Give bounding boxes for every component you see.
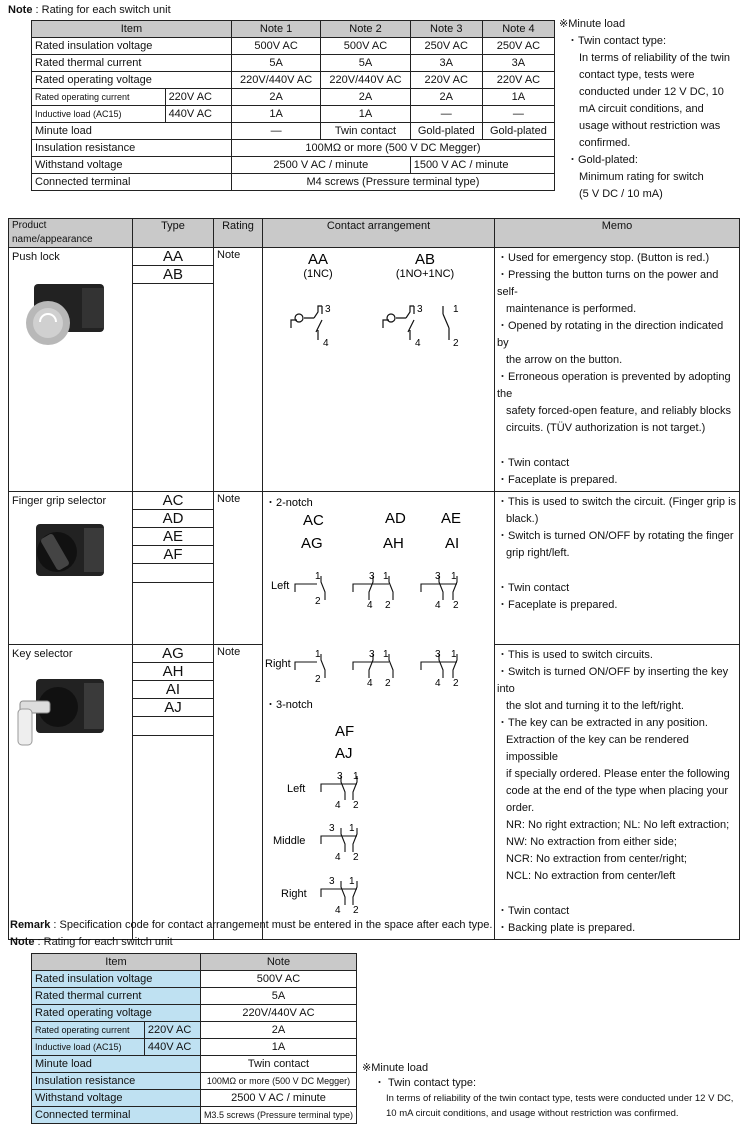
product-name: Push lock: [12, 251, 60, 263]
table-row: [32, 140, 555, 157]
memo-line: code at the end of the type when placing your: [506, 785, 728, 797]
col-rating: Rating: [214, 219, 263, 248]
note-line: confirmed.: [579, 137, 631, 149]
cell: M4 screws (Pressure terminal type): [231, 174, 554, 191]
position-right-label: Right: [265, 658, 291, 670]
svg-text:2: 2: [315, 596, 321, 607]
cell: 220V/440V AC: [321, 72, 410, 89]
svg-text:4: 4: [335, 905, 341, 916]
cell: M3.5 screws (Pressure terminal type): [200, 1107, 356, 1124]
col-type: Type: [133, 219, 214, 248]
memo-line: NCL: No extraction from center/left: [506, 870, 676, 882]
svg-text:2: 2: [453, 600, 459, 611]
product-cell: [9, 492, 133, 645]
svg-text:3: 3: [417, 304, 423, 315]
type-label: AE: [441, 510, 462, 527]
rating-table: [31, 20, 555, 191]
table-row: [32, 1005, 357, 1022]
svg-text:4: 4: [415, 338, 421, 349]
table-row: [32, 38, 555, 55]
cell: 5A: [321, 55, 410, 72]
note-heading: Note : Rating for each switch unit: [10, 936, 173, 948]
type-code: AE: [133, 528, 213, 546]
memo-line: ・Switch is turned ON/OFF by rotating the finger: [497, 530, 734, 542]
col-note: Note: [200, 954, 356, 971]
svg-text:3: 3: [337, 771, 343, 782]
memo-line: ・This is used to switch circuits.: [497, 649, 653, 661]
position-right-label: Right: [281, 888, 307, 900]
cell: 5A: [231, 55, 320, 72]
row-label: Inductive load (AC15): [32, 1039, 145, 1056]
type-code: AG: [133, 645, 213, 663]
svg-text:1: 1: [349, 876, 355, 887]
cell: Gold-plated: [482, 123, 554, 140]
table-row: [32, 1073, 357, 1090]
cell: 1A: [482, 89, 554, 106]
memo-line: black.): [506, 513, 539, 525]
memo-line: if specially ordered. Please enter the following: [506, 768, 730, 780]
cell: 3A: [482, 55, 554, 72]
row-sublabel: 220V AC: [165, 89, 231, 106]
svg-text:4: 4: [323, 338, 329, 349]
row-label: Inductive load (AC15): [32, 106, 166, 123]
memo-line: grip right/left.: [506, 547, 570, 559]
contact-aa-sublabel: (1NC): [303, 268, 333, 280]
cell: Gold-plated: [410, 123, 482, 140]
svg-text:2: 2: [385, 600, 391, 611]
cell: 2A: [410, 89, 482, 106]
row-label: Rated operating voltage: [32, 72, 232, 89]
cell: 220V AC: [410, 72, 482, 89]
type-code: AH: [133, 663, 213, 681]
row-label: Connected terminal: [32, 174, 232, 191]
note-title: ※Minute load: [559, 18, 626, 30]
memo-line: ・Pressing the button turns on the power and self-: [497, 269, 719, 298]
note-subtitle: ・ Twin contact type:: [374, 1077, 477, 1089]
memo-cell: [495, 645, 740, 940]
svg-text:4: 4: [367, 678, 373, 689]
note-subtitle: ・Gold-plated:: [567, 154, 638, 166]
finger-grip-image: [12, 518, 112, 588]
memo-line: ・Used for emergency stop. (Button is red.): [497, 252, 710, 264]
product-row-finger-grip: [9, 492, 740, 645]
cell: Twin contact: [321, 123, 410, 140]
svg-text:4: 4: [367, 600, 373, 611]
memo-cell: [495, 492, 740, 645]
table-row: [32, 1056, 357, 1073]
row-sublabel: 220V AC: [144, 1022, 200, 1039]
memo-line: Extraction of the key can be rendered impossible: [506, 734, 689, 763]
memo-line: ・Twin contact: [497, 457, 570, 469]
table-row: [32, 106, 555, 123]
row-label: Minute load: [32, 123, 232, 140]
type-label: AJ: [335, 745, 353, 762]
cell: —: [482, 106, 554, 123]
switch-symbols: [295, 576, 457, 905]
type-label: AI: [445, 535, 460, 552]
note-line: Minimum rating for switch: [579, 171, 704, 183]
memo-line: ・Faceplate is prepared.: [497, 474, 618, 486]
type-code: AC: [133, 492, 213, 510]
notch3-label: ・3-notch: [265, 699, 313, 711]
table-row: [32, 123, 555, 140]
product-name: Finger grip selector: [12, 495, 107, 507]
memo-line: ・Faceplate is prepared.: [497, 599, 618, 611]
svg-text:3: 3: [369, 571, 375, 582]
type-code: AA: [133, 248, 213, 266]
svg-text:2: 2: [353, 905, 359, 916]
type-label: AG: [301, 535, 323, 552]
cell: 1A: [321, 106, 410, 123]
col-product: Product name/appearance: [9, 219, 133, 248]
svg-text:1: 1: [383, 649, 389, 660]
svg-text:1: 1: [451, 649, 457, 660]
cell: 2A: [231, 89, 320, 106]
position-left-label: Left: [287, 783, 306, 795]
row-label: Withstand voltage: [32, 157, 232, 174]
svg-text:2: 2: [353, 800, 359, 811]
row-label: Rated insulation voltage: [32, 971, 201, 988]
minute-load-note-2: [362, 1061, 746, 1121]
svg-text:2: 2: [453, 338, 459, 349]
cell: 500V AC: [321, 38, 410, 55]
svg-text:1: 1: [353, 771, 359, 782]
col-note2: Note 2: [321, 21, 410, 38]
row-label: Rated insulation voltage: [32, 38, 232, 55]
svg-text:2: 2: [453, 678, 459, 689]
note-line: 10 mA circuit conditions, and usage without restriction was confirmed.: [386, 1108, 679, 1119]
rating-table-2: [31, 953, 357, 1124]
table-row: [32, 1090, 357, 1107]
contact-aa-label: AA: [307, 251, 329, 268]
note-line: (5 V DC / 10 mA): [579, 188, 663, 200]
memo-line: ・This is used to switch the circuit. (Finger grip is: [497, 496, 737, 508]
svg-text:1: 1: [383, 571, 389, 582]
svg-text:1: 1: [453, 304, 459, 315]
contact-ab-label: AB: [414, 251, 436, 268]
table-row: [32, 1107, 357, 1124]
type-code: AB: [133, 266, 213, 284]
cell: 2A: [200, 1022, 356, 1039]
memo-line: NCR: No extraction from center/right;: [506, 853, 687, 865]
cell: Twin contact: [200, 1056, 356, 1073]
note-line: mA circuit conditions, and: [579, 103, 704, 115]
memo-line: NW: No extraction from either side;: [506, 836, 677, 848]
col-contact: Contact arrangement: [263, 219, 495, 248]
type-label: AD: [385, 510, 406, 527]
push-lock-image: [12, 278, 112, 348]
svg-text:4: 4: [335, 800, 341, 811]
cell: 2500 V AC / minute: [200, 1090, 356, 1107]
note-line: In terms of reliability of the twin: [579, 52, 731, 64]
remark: Remark : Specification code for contact arrangement must be entered in the space after each type.: [10, 919, 493, 931]
cell: —: [410, 106, 482, 123]
row-label: Rated operating voltage: [32, 1005, 201, 1022]
note-line: contact type, tests were: [579, 69, 695, 81]
product-table: [8, 218, 740, 940]
type-code: AF: [133, 546, 213, 564]
svg-text:3: 3: [369, 649, 375, 660]
cell: 220V AC: [482, 72, 554, 89]
key-selector-image: [12, 673, 112, 753]
product-row-push-lock: [9, 248, 740, 492]
cell: 100MΩ or more (500 V DC Megger): [200, 1073, 356, 1090]
note-line: usage without restriction was: [579, 120, 721, 132]
svg-text:3: 3: [325, 304, 331, 315]
selector-diagram: [263, 492, 488, 932]
cell: 220V/440V AC: [200, 1005, 356, 1022]
position-left-label: Left: [271, 580, 290, 592]
type-label: AC: [303, 512, 324, 529]
svg-text:4: 4: [435, 678, 441, 689]
row-label: Rated thermal current: [32, 55, 232, 72]
svg-text:2: 2: [315, 674, 321, 685]
type-label: AF: [335, 723, 355, 740]
svg-text:4: 4: [335, 852, 341, 863]
type-code: AI: [133, 681, 213, 699]
cell: 3A: [410, 55, 482, 72]
row-label: Rated thermal current: [32, 988, 201, 1005]
col-note3: Note 3: [410, 21, 482, 38]
cell: 500V AC: [200, 971, 356, 988]
svg-text:2: 2: [385, 678, 391, 689]
note-title: ※Minute load: [362, 1062, 429, 1074]
row-label: Insulation resistance: [32, 1073, 201, 1090]
memo-line: circuits. (TÜV authorization is not target.): [506, 422, 706, 434]
svg-text:3: 3: [329, 823, 335, 834]
table-row: [32, 174, 555, 191]
note-line: In terms of reliability of the twin contact type, tests were conducted under 12 V DC,: [386, 1093, 734, 1104]
table-row: [32, 971, 357, 988]
row-label: Withstand voltage: [32, 1090, 201, 1107]
type-cell: [133, 492, 214, 645]
notch2-label: ・2-notch: [265, 497, 313, 509]
note-heading: Note : Rating for each switch unit: [8, 4, 171, 16]
product-cell: [9, 248, 133, 492]
minute-load-note: [559, 16, 747, 203]
row-label: Minute load: [32, 1056, 201, 1073]
row-label: Connected terminal: [32, 1107, 201, 1124]
cell: 2500 V AC / minute: [231, 157, 410, 174]
col-note1: Note 1: [231, 21, 320, 38]
memo-line: maintenance is performed.: [506, 303, 637, 315]
row-sublabel: 440V AC: [144, 1039, 200, 1056]
no-nc-contact-symbol: [383, 306, 449, 340]
col-item: Item: [32, 21, 232, 38]
type-label: AH: [383, 535, 404, 552]
cell: 220V/440V AC: [231, 72, 320, 89]
cell: 5A: [200, 988, 356, 1005]
memo-line: ・The key can be extracted in any position.: [497, 717, 708, 729]
table-row: [32, 988, 357, 1005]
nc-contact-symbol: [291, 306, 322, 340]
rating-cell: Note: [214, 645, 263, 940]
memo-line: safety forced-open feature, and reliably blocks: [506, 405, 732, 417]
memo-line: ・Opened by rotating in the direction indicated by: [497, 320, 724, 349]
memo-line: NR: No right extraction; NL: No left extraction;: [506, 819, 730, 831]
table-row: [32, 55, 555, 72]
memo-line: ・Backing plate is prepared.: [497, 922, 636, 934]
table-row: [32, 1039, 357, 1056]
svg-text:3: 3: [435, 571, 441, 582]
memo-line: ・Twin contact: [497, 582, 570, 594]
contact-cell: [263, 492, 495, 940]
cell: 1A: [231, 106, 320, 123]
rating-cell: Note: [214, 492, 263, 645]
note-line: conducted under 12 V DC, 10: [579, 86, 724, 98]
cell: 100MΩ or more (500 V DC Megger): [231, 140, 554, 157]
type-cell: [133, 248, 214, 492]
cell: 1A: [200, 1039, 356, 1056]
push-lock-diagram: [263, 248, 488, 368]
note-subtitle: ・Twin contact type:: [567, 35, 667, 47]
memo-cell: [495, 248, 740, 492]
cell: 2A: [321, 89, 410, 106]
row-label: Insulation resistance: [32, 140, 232, 157]
svg-text:1: 1: [349, 823, 355, 834]
svg-text:1: 1: [451, 571, 457, 582]
memo-line: ・Switch is turned ON/OFF by inserting the key into: [497, 666, 729, 695]
memo-line: order.: [506, 802, 535, 814]
product-cell: [9, 645, 133, 940]
row-sublabel: 440V AC: [165, 106, 231, 123]
col-memo: Memo: [495, 219, 740, 248]
svg-text:1: 1: [315, 571, 321, 582]
product-name: Key selector: [12, 648, 73, 660]
svg-text:1: 1: [315, 649, 321, 660]
memo-line: ・Twin contact: [497, 905, 570, 917]
row-label: Rated operating current: [32, 1022, 145, 1039]
table-row: [32, 157, 555, 174]
table-row: [32, 72, 555, 89]
svg-text:2: 2: [353, 852, 359, 863]
col-item: Item: [32, 954, 201, 971]
row-label: Rated operating current: [32, 89, 166, 106]
svg-text:3: 3: [435, 649, 441, 660]
type-code: AD: [133, 510, 213, 528]
table-row: [32, 89, 555, 106]
col-note4: Note 4: [482, 21, 554, 38]
cell: 250V AC: [410, 38, 482, 55]
contact-ab-sublabel: (1NO+1NC): [395, 268, 455, 280]
cell: 250V AC: [482, 38, 554, 55]
type-cell: [133, 645, 214, 940]
svg-text:3: 3: [329, 876, 335, 887]
memo-line: the arrow on the button.: [506, 354, 623, 366]
contact-cell: [263, 248, 495, 492]
cell: 1500 V AC / minute: [410, 157, 554, 174]
memo-line: the slot and turning it to the left/right.: [506, 700, 684, 712]
position-middle-label: Middle: [273, 835, 306, 847]
cell: 500V AC: [231, 38, 320, 55]
table-row: [32, 1022, 357, 1039]
svg-text:4: 4: [435, 600, 441, 611]
type-code: AJ: [133, 699, 213, 717]
rating-cell: Note: [214, 248, 263, 492]
cell: —: [231, 123, 320, 140]
memo-line: ・Erroneous operation is prevented by adopting the: [497, 371, 731, 400]
